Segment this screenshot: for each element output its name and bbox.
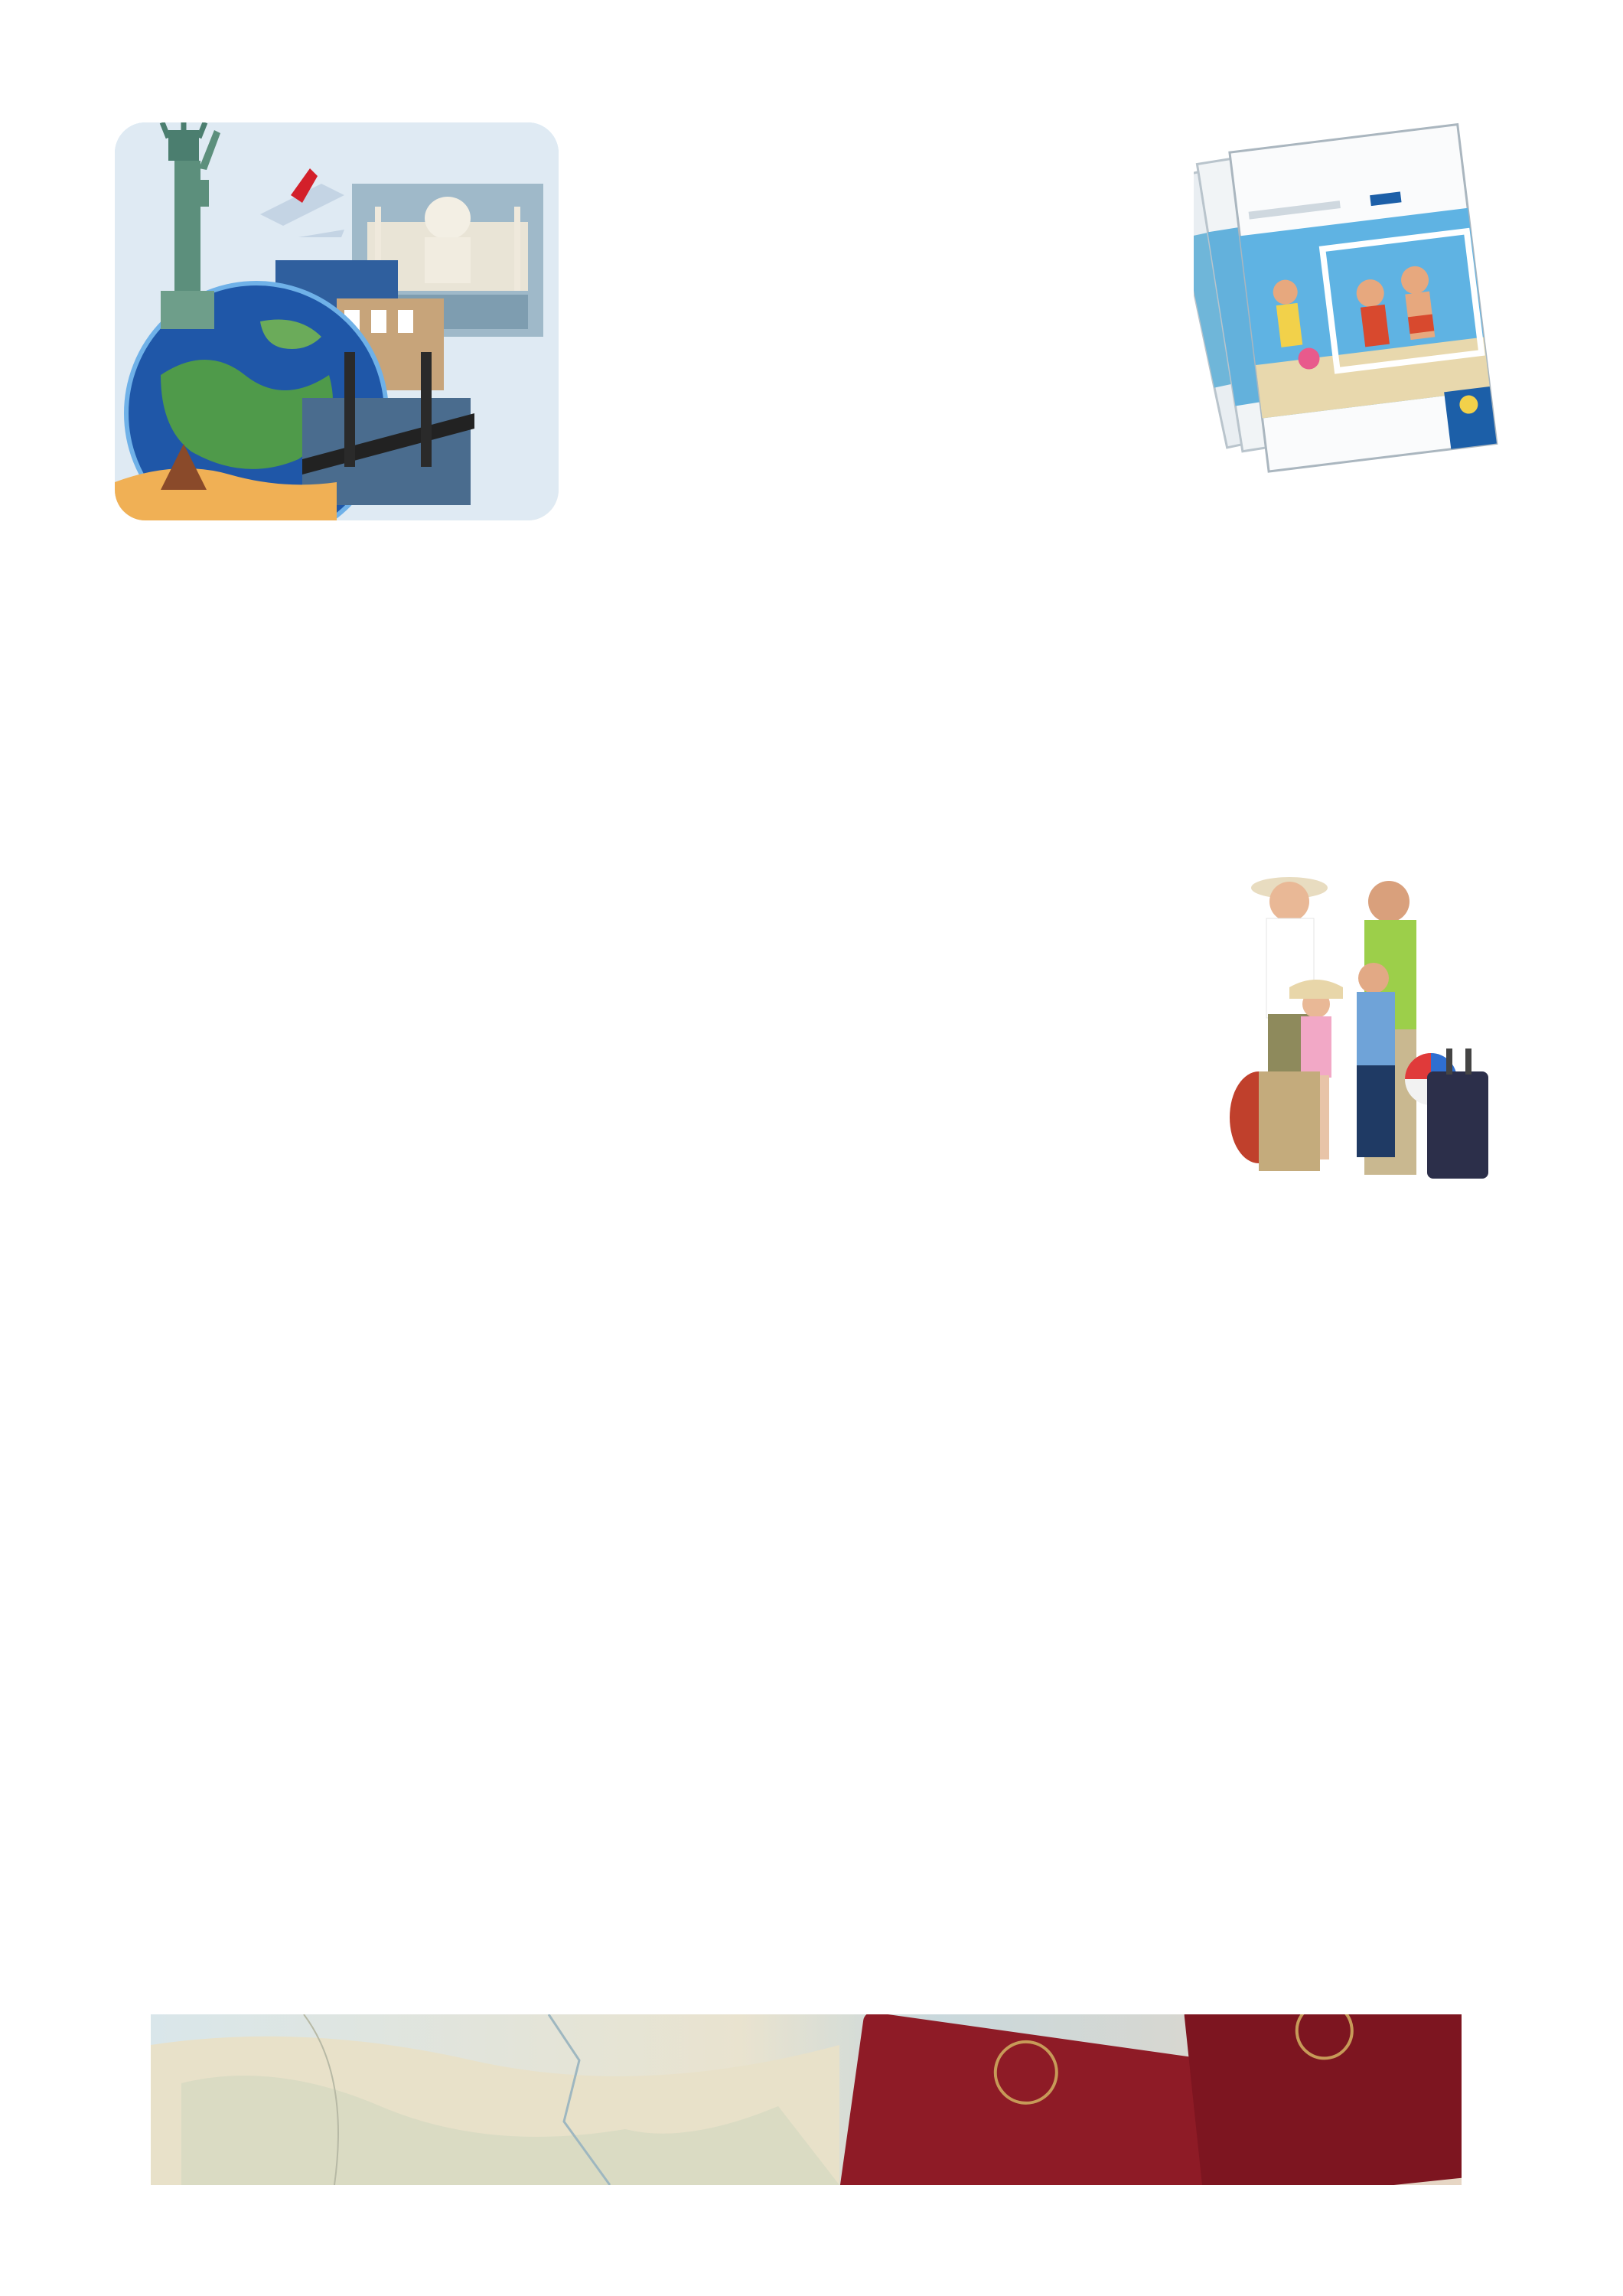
travel-collage-image [115,122,559,520]
page-title [589,230,1155,321]
border-right [1513,118,1576,2187]
brochure-image [1194,122,1515,551]
border-top [47,55,1576,118]
passport-map-image [151,2014,1462,2185]
border-left [47,118,110,2187]
border-bottom [47,2187,1576,2250]
family-photo [1213,842,1504,1202]
